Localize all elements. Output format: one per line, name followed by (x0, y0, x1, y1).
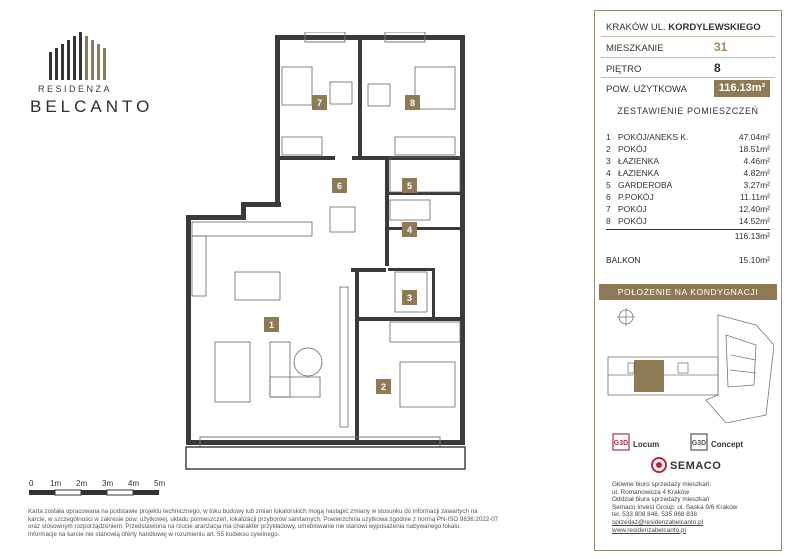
plan-label-5-text: 5 (406, 181, 413, 191)
divider (606, 229, 770, 230)
key-plan (606, 305, 774, 423)
disclaimer-line-2: karcie, w szczególności w zakresie pow. użytkowej, układu pomieszczeń, lokalizacji przyborów sanitarnych. Powierzchnia użytkowa zgodnie z normą PN-ISO 9836:2022-07 (28, 515, 499, 523)
apartment-marker (634, 360, 664, 392)
contact-block (612, 481, 772, 534)
mieszkanie-label: MIESZKANIE (606, 43, 664, 54)
contact-line: Oddział biura sprzedaży mieszkań (612, 496, 710, 504)
contact-email-link[interactable]: sprzedaz@residenzabelcanto.pl (612, 518, 704, 526)
semaco-logo-icon (651, 457, 667, 473)
room-row: 6 P.POKÓJ 11.11m² (606, 192, 770, 202)
plan-label-8-text: 8 (409, 98, 416, 108)
contact-phone: tel. 533 808 848, 535 868 838 (612, 511, 697, 519)
scale-label-3: 3m (102, 479, 114, 488)
pietro-label: PIĘTRO (606, 64, 642, 75)
scale-label-2: 2m (76, 479, 88, 488)
disclaimer (28, 508, 563, 538)
scale-label-1: 1m (50, 479, 62, 488)
room-row: 2 POKÓJ 18.51m² (606, 144, 770, 154)
total-area: 116.13m² (734, 231, 770, 241)
plan-label-1-text: 1 (268, 320, 275, 330)
room-row: 3 ŁAZIENKA 4.46m² (606, 156, 770, 166)
brand-line1: RESIDENZA (38, 84, 113, 94)
concept-logo-icon (690, 433, 708, 451)
brand-line2: BELCANTO (30, 97, 154, 116)
address (606, 22, 761, 33)
room-row: 1 POKÓJ/ANEKS K. 47.04m² (606, 132, 770, 142)
floor-plan (180, 32, 470, 472)
scale-label-0: 0 (29, 479, 34, 488)
svg-text:G3D: G3D (613, 440, 629, 447)
address-prefix: KRAKÓW UL. (606, 22, 669, 33)
plan-label-2-text: 2 (380, 382, 387, 392)
partner-concept: Concept (711, 440, 743, 449)
divider (601, 77, 775, 78)
room-row: 8 POKÓJ 14.52m² (606, 216, 770, 226)
balkon-row (606, 255, 770, 267)
balkon-area: 15.10m² (738, 255, 770, 265)
divider (601, 36, 775, 37)
contact-website-link[interactable]: www.residenzabelcanto.pl (612, 526, 686, 534)
locum-logo-icon (612, 433, 630, 451)
scale-bar (28, 489, 188, 497)
partner-semaco: SEMACO (670, 460, 722, 472)
address-street: KORDYLEWSKIEGO (668, 22, 761, 33)
scale-label-4: 4m (128, 479, 140, 488)
balkon-label: BALKON (606, 255, 641, 265)
plan-label-4-text: 4 (406, 225, 413, 235)
position-title: POŁOŻENIE NA KONDYGNACJI (599, 284, 777, 300)
room-row: 4 ŁAZIENKA 4.82m² (606, 168, 770, 178)
disclaimer-line-3: oraz stosownym rozporządzeniem. Przedstawiona na rzucie aranżacja ma charakter przykładowy, umeblowanie nie stanowi wyposażenia nabywanego lokalu. (28, 523, 461, 531)
disclaimer-line-1: Karta została opracowana na podstawie projektu technicznego, w toku budowy lub zmian lokatorskich mogą nastąpić zmiany w stosunku do informacji zawartych na (28, 508, 478, 515)
contact-line: Główne biuro sprzedaży mieszkań: (612, 481, 712, 488)
scale-label-5: 5m (154, 479, 166, 488)
partner-locum: Locum (633, 440, 660, 449)
svg-text:G3D: G3D (691, 440, 707, 447)
room-row: 5 GARDEROBA 3.27m² (606, 180, 770, 190)
plan-label-3-text: 3 (406, 293, 413, 303)
mieszkanie-value: 31 (714, 40, 728, 54)
pow-value-badge: 116.13m² (714, 80, 770, 97)
rooms-title: ZESTAWIENIE POMIESZCZEŃ (617, 106, 759, 116)
contact-line: ul. Romanowicza 4 Kraków (612, 488, 690, 496)
pietro-value: 8 (714, 61, 721, 75)
contact-line: Semaco Invest Group: ul. Saska 9/6 Kraków (612, 503, 738, 511)
pow-label: POW. UŻYTKOWA (606, 84, 687, 95)
plan-label-6-text: 6 (336, 181, 343, 191)
divider (601, 57, 775, 58)
room-row: 7 POKÓJ 12.40m² (606, 204, 770, 214)
disclaimer-line-4: Informacje na karcie nie stanowią oferty handlowej w rozumieniu art. 55 kodeksu cywilnego. (28, 530, 280, 538)
brand-logo-icon (47, 30, 109, 80)
plan-label-7-text: 7 (316, 98, 323, 108)
